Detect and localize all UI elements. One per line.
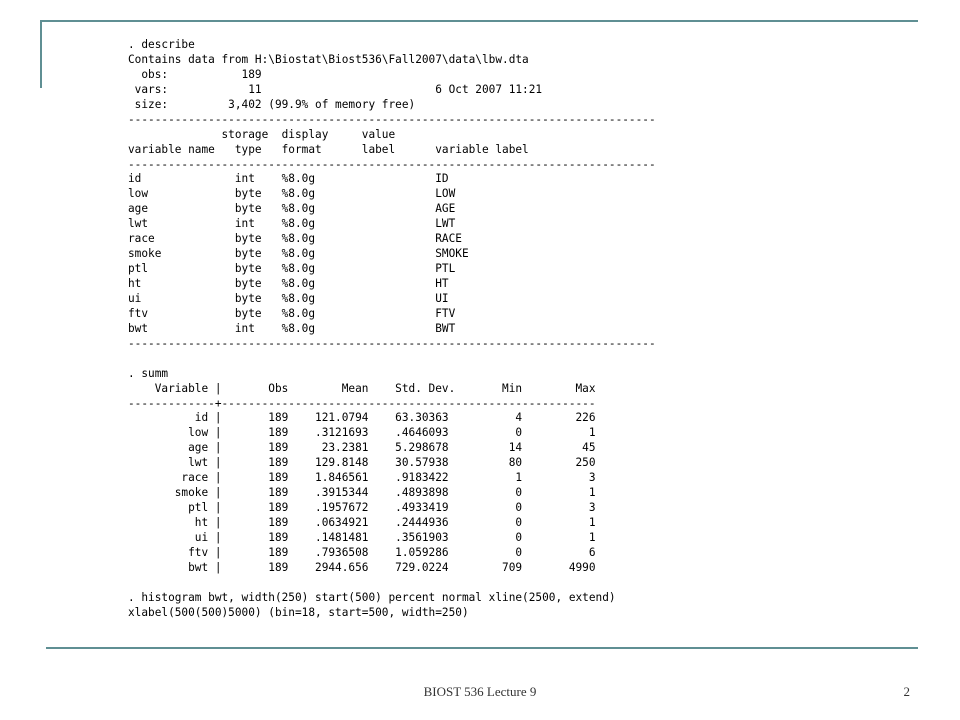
output-line: race | 189 1.846561 .9183422 1 3: [128, 471, 596, 485]
output-line: id | 189 121.0794 63.30363 4 226: [128, 411, 596, 425]
output-line: age byte %8.0g AGE: [128, 202, 456, 216]
output-line: ptl byte %8.0g PTL: [128, 262, 456, 276]
output-line: [128, 576, 656, 591]
output-line: -------------------------------------------------------------------------------: [128, 157, 656, 171]
output-line: -------------------------------------------------------------------------------: [128, 336, 656, 350]
slide-page-number: 2: [903, 684, 910, 699]
output-line: lwt | 189 129.8148 30.57938 80 250: [128, 456, 596, 470]
output-line: xlabel(500(500)5000) (bin=18, start=500, width=250): [128, 605, 469, 619]
output-line: id int %8.0g ID: [128, 172, 449, 186]
slide-footer: BIOST 536 Lecture 9: [423, 684, 537, 699]
output-line: variable name type format label variable label: [128, 142, 529, 156]
output-line: . summ: [128, 366, 169, 380]
output-line: ptl | 189 .1957672 .4933419 0 3: [128, 501, 596, 515]
output-line: smoke byte %8.0g SMOKE: [128, 247, 469, 261]
output-line: bwt int %8.0g BWT: [128, 321, 456, 335]
output-line: ui | 189 .1481481 .3561903 0 1: [128, 530, 596, 544]
slide-frame-left-rule: [40, 20, 42, 88]
output-line: Contains data from H:\Biostat\Biost536\Fall2007\data\lbw.dta: [128, 52, 529, 66]
output-line: -------------------------------------------------------------------------------: [128, 112, 656, 126]
output-line: low byte %8.0g LOW: [128, 187, 456, 201]
slide-frame-bottom-rule: [46, 647, 918, 649]
output-line: obs: 189: [128, 67, 262, 81]
output-line: storage display value: [128, 127, 396, 141]
output-line: ftv byte %8.0g FTV: [128, 306, 456, 320]
output-line: ht | 189 .0634921 .2444936 0 1: [128, 516, 596, 529]
output-line: vars: 11 6 Oct 2007 11:21: [128, 82, 543, 96]
stata-output-block: [128, 38, 656, 621]
output-line: ui byte %8.0g UI: [128, 291, 449, 305]
output-line: smoke | 189 .3915344 .4893898 0 1: [128, 486, 596, 500]
output-line: low | 189 .3121693 .4646093 0 1: [128, 426, 596, 440]
output-line: . describe: [128, 38, 195, 51]
output-line: ftv | 189 .7936508 1.059286 0 6: [128, 545, 596, 559]
output-line: -------------+--------------------------------------------------------: [128, 396, 596, 410]
output-line: . histogram bwt, width(250) start(500) percent normal xline(2500, extend): [128, 590, 616, 604]
output-line: lwt int %8.0g LWT: [128, 217, 456, 231]
output-line: age | 189 23.2381 5.298678 14 45: [128, 441, 596, 455]
slide-frame-top-rule: [40, 20, 918, 22]
output-line: size: 3,402 (99.9% of memory free): [128, 97, 416, 111]
output-line: bwt | 189 2944.656 729.0224 709 4990: [128, 560, 596, 574]
output-line: race byte %8.0g RACE: [128, 232, 462, 246]
output-line: ht byte %8.0g HT: [128, 277, 449, 290]
output-line: Variable | Obs Mean Std. Dev. Min Max: [128, 381, 596, 395]
output-line: [128, 352, 656, 367]
